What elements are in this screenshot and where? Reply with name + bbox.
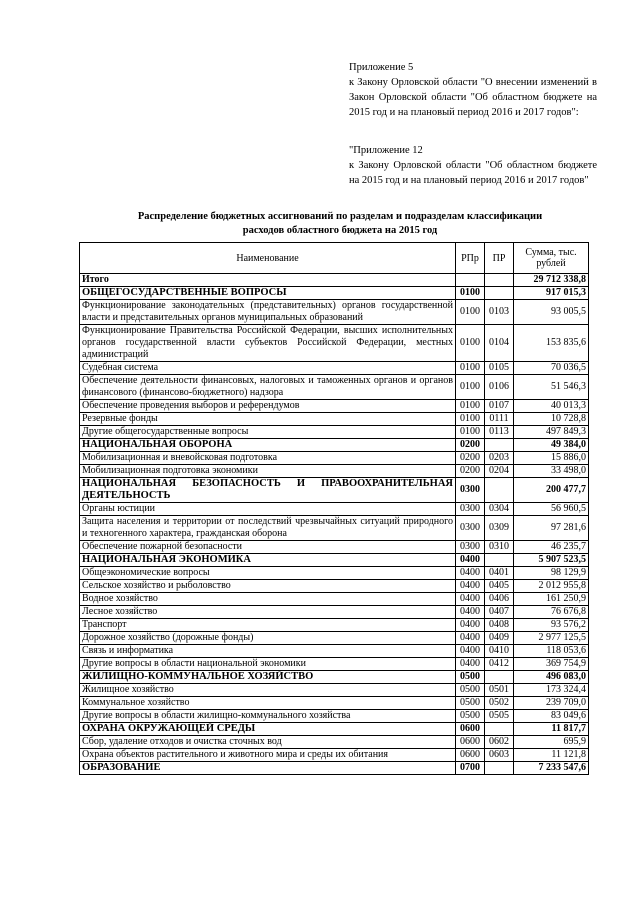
row-subsection-code [485,762,514,775]
row-name: Водное хозяйство [80,593,456,606]
row-subsection-code: 0105 [485,362,514,375]
row-name: Охрана объектов растительного и животного мира и среды их обитания [80,749,456,762]
row-section-code: 0400 [456,593,485,606]
row-amount: 98 129,9 [514,567,589,580]
table-row [80,736,589,749]
row-subsection-code [485,554,514,567]
row-subsection-code: 0103 [485,300,514,325]
row-section-code: 0600 [456,749,485,762]
header-sum: Сумма, тыс. рублей [514,243,589,274]
row-name: Мобилизационная и вневойсковая подготовка [80,452,456,465]
row-name: НАЦИОНАЛЬНАЯ ЭКОНОМИКА [80,554,456,567]
row-amount: 51 546,3 [514,375,589,400]
row-section-code: 0100 [456,413,485,426]
row-name: Обеспечение деятельности финансовых, налоговых и таможенных органов и органов финансового (финансово-бюджетного) надзора [80,375,456,400]
row-subsection-code [485,439,514,452]
row-section-code: 0100 [456,287,485,300]
table-row [80,503,589,516]
row-name: Функционирование законодательных (представительных) органов государственной власти и представительных органов муниципальных образований [80,300,456,325]
table-row [80,697,589,710]
row-amount: 11 817,7 [514,723,589,736]
row-name: ЖИЛИЩНО-КОММУНАЛЬНОЕ ХОЗЯЙСТВО [80,671,456,684]
row-name: ОБРАЗОВАНИЕ [80,762,456,775]
row-name: Резервные фонды [80,413,456,426]
table-row [80,375,589,400]
row-section-code: 0300 [456,541,485,554]
row-section-code: 0500 [456,710,485,723]
row-name: Сельское хозяйство и рыболовство [80,580,456,593]
section-row [80,723,589,736]
row-subsection-code [485,671,514,684]
row-section-code: 0200 [456,439,485,452]
row-section-code: 0100 [456,400,485,413]
row-section-code [456,274,485,287]
section-row [80,478,589,503]
row-amount: 33 498,0 [514,465,589,478]
row-name: ОБЩЕГОСУДАРСТВЕННЫЕ ВОПРОСЫ [80,287,456,300]
row-section-code: 0400 [456,567,485,580]
document-title-line-1: Распределение бюджетных ассигнований по разделам и подразделам классификации [137,211,543,222]
row-subsection-code: 0602 [485,736,514,749]
row-amount: 5 907 523,5 [514,554,589,567]
row-section-code: 0200 [456,452,485,465]
row-subsection-code: 0408 [485,619,514,632]
row-section-code: 0400 [456,606,485,619]
row-amount: 15 886,0 [514,452,589,465]
row-name: Коммунальное хозяйство [80,697,456,710]
row-name: Мобилизационная подготовка экономики [80,465,456,478]
row-name: Связь и информатика [80,645,456,658]
row-subsection-code: 0407 [485,606,514,619]
row-name: НАЦИОНАЛЬНАЯ БЕЗОПАСНОСТЬ И ПРАВООХРАНИТЕЛЬНАЯ ДЕЯТЕЛЬНОСТЬ [80,478,456,503]
appendix-5-text: к Закону Орловской области "О внесении изменений в Закон Орловской области "Об областном бюджете на 2015 год и на плановый период 2016 и 2017 годов": [349,77,597,118]
row-name: Общеэкономические вопросы [80,567,456,580]
row-amount: 70 036,5 [514,362,589,375]
row-section-code: 0400 [456,619,485,632]
row-name: Защита населения и территории от последствий чрезвычайных ситуаций природного и техногенного характера, гражданская оборона [80,516,456,541]
row-section-code: 0700 [456,762,485,775]
row-section-code: 0400 [456,580,485,593]
row-section-code: 0100 [456,300,485,325]
row-name: Итого [80,274,456,287]
row-name: Дорожное хозяйство (дорожные фонды) [80,632,456,645]
row-subsection-code [485,274,514,287]
table-row [80,749,589,762]
row-amount: 56 960,5 [514,503,589,516]
row-subsection-code: 0409 [485,632,514,645]
section-row [80,439,589,452]
row-section-code: 0100 [456,362,485,375]
table-row [80,606,589,619]
row-name: НАЦИОНАЛЬНАЯ ОБОРОНА [80,439,456,452]
row-subsection-code [485,723,514,736]
row-section-code: 0400 [456,554,485,567]
row-name: Другие вопросы в области жилищно-коммунального хозяйства [80,710,456,723]
row-section-code: 0100 [456,325,485,362]
row-name: Обеспечение проведения выборов и референдумов [80,400,456,413]
row-subsection-code: 0106 [485,375,514,400]
row-subsection-code: 0406 [485,593,514,606]
table-row [80,632,589,645]
row-section-code: 0300 [456,516,485,541]
header-pr: ПР [485,243,514,274]
row-section-code: 0400 [456,632,485,645]
row-section-code: 0300 [456,478,485,503]
row-subsection-code: 0113 [485,426,514,439]
row-amount: 695,9 [514,736,589,749]
row-subsection-code: 0603 [485,749,514,762]
table-row [80,426,589,439]
section-row [80,554,589,567]
row-amount: 40 013,3 [514,400,589,413]
table-row [80,325,589,362]
row-subsection-code: 0304 [485,503,514,516]
row-section-code: 0300 [456,503,485,516]
table-row [80,658,589,671]
row-name: Функционирование Правительства Российской Федерации, высших исполнительных органов государственной власти субъектов Российской Федерации, местных администраций [80,325,456,362]
document-title-line-2: расходов областного бюджета на 2015 год [242,225,438,236]
header-name: Наименование [80,243,456,274]
row-amount: 76 676,8 [514,606,589,619]
row-name: Обеспечение пожарной безопасности [80,541,456,554]
row-section-code: 0600 [456,736,485,749]
row-amount: 49 384,0 [514,439,589,452]
appendix-12-label: "Приложение 12 [349,145,423,156]
row-amount: 11 121,8 [514,749,589,762]
budget-allocation-table [79,242,589,775]
table-row [80,567,589,580]
row-name: Жилищное хозяйство [80,684,456,697]
section-row [80,762,589,775]
row-amount: 2 012 955,8 [514,580,589,593]
row-name: Лесное хозяйство [80,606,456,619]
table-header-row [80,243,589,274]
table-row [80,413,589,426]
row-section-code: 0100 [456,426,485,439]
table-row [80,516,589,541]
row-subsection-code [485,478,514,503]
table-row [80,619,589,632]
document-title [60,210,620,238]
row-subsection-code: 0111 [485,413,514,426]
row-amount: 10 728,8 [514,413,589,426]
row-amount: 917 015,3 [514,287,589,300]
row-amount: 118 053,6 [514,645,589,658]
row-section-code: 0500 [456,697,485,710]
table-row [80,710,589,723]
row-name: Органы юстиции [80,503,456,516]
appendix-5-label: Приложение 5 [349,62,414,73]
row-amount: 46 235,7 [514,541,589,554]
row-section-code: 0400 [456,645,485,658]
row-name: ОХРАНА ОКРУЖАЮЩЕЙ СРЕДЫ [80,723,456,736]
row-amount: 93 576,2 [514,619,589,632]
row-section-code: 0500 [456,671,485,684]
appendix-12-header [349,143,597,188]
section-row [80,671,589,684]
row-name: Другие вопросы в области национальной экономики [80,658,456,671]
row-subsection-code: 0505 [485,710,514,723]
row-amount: 200 477,7 [514,478,589,503]
row-subsection-code: 0204 [485,465,514,478]
row-amount: 161 250,9 [514,593,589,606]
row-amount: 173 324,4 [514,684,589,697]
row-subsection-code: 0412 [485,658,514,671]
header-rpr: РПр [456,243,485,274]
row-name: Сбор, удаление отходов и очистка сточных вод [80,736,456,749]
table-row [80,300,589,325]
row-name: Судебная система [80,362,456,375]
row-subsection-code: 0405 [485,580,514,593]
row-amount: 153 835,6 [514,325,589,362]
row-subsection-code: 0107 [485,400,514,413]
row-amount: 7 233 547,6 [514,762,589,775]
row-amount: 97 281,6 [514,516,589,541]
table-row [80,465,589,478]
row-amount: 239 709,0 [514,697,589,710]
section-row [80,287,589,300]
row-section-code: 0500 [456,684,485,697]
row-name: Другие общегосударственные вопросы [80,426,456,439]
table-row [80,684,589,697]
appendix-12-text: к Закону Орловской области "Об областном бюджете на 2015 год и на плановый период 2016 и 2017 годов" [349,160,597,186]
row-name: Транспорт [80,619,456,632]
row-subsection-code: 0410 [485,645,514,658]
table-row [80,645,589,658]
table-row [80,400,589,413]
row-amount: 93 005,5 [514,300,589,325]
row-section-code: 0100 [456,375,485,400]
row-subsection-code: 0309 [485,516,514,541]
row-amount: 497 849,3 [514,426,589,439]
table-row [80,452,589,465]
table-row [80,362,589,375]
row-subsection-code: 0502 [485,697,514,710]
row-amount: 496 083,0 [514,671,589,684]
row-amount: 83 049,6 [514,710,589,723]
row-amount: 29 712 338,8 [514,274,589,287]
row-amount: 2 977 125,5 [514,632,589,645]
appendix-5-header [349,60,597,120]
row-subsection-code: 0501 [485,684,514,697]
row-section-code: 0600 [456,723,485,736]
table-row [80,580,589,593]
row-subsection-code: 0310 [485,541,514,554]
table-row [80,541,589,554]
row-subsection-code: 0401 [485,567,514,580]
row-subsection-code: 0104 [485,325,514,362]
table-row [80,593,589,606]
row-amount: 369 754,9 [514,658,589,671]
row-subsection-code [485,287,514,300]
row-subsection-code: 0203 [485,452,514,465]
row-section-code: 0200 [456,465,485,478]
row-section-code: 0400 [456,658,485,671]
total-row [80,274,589,287]
